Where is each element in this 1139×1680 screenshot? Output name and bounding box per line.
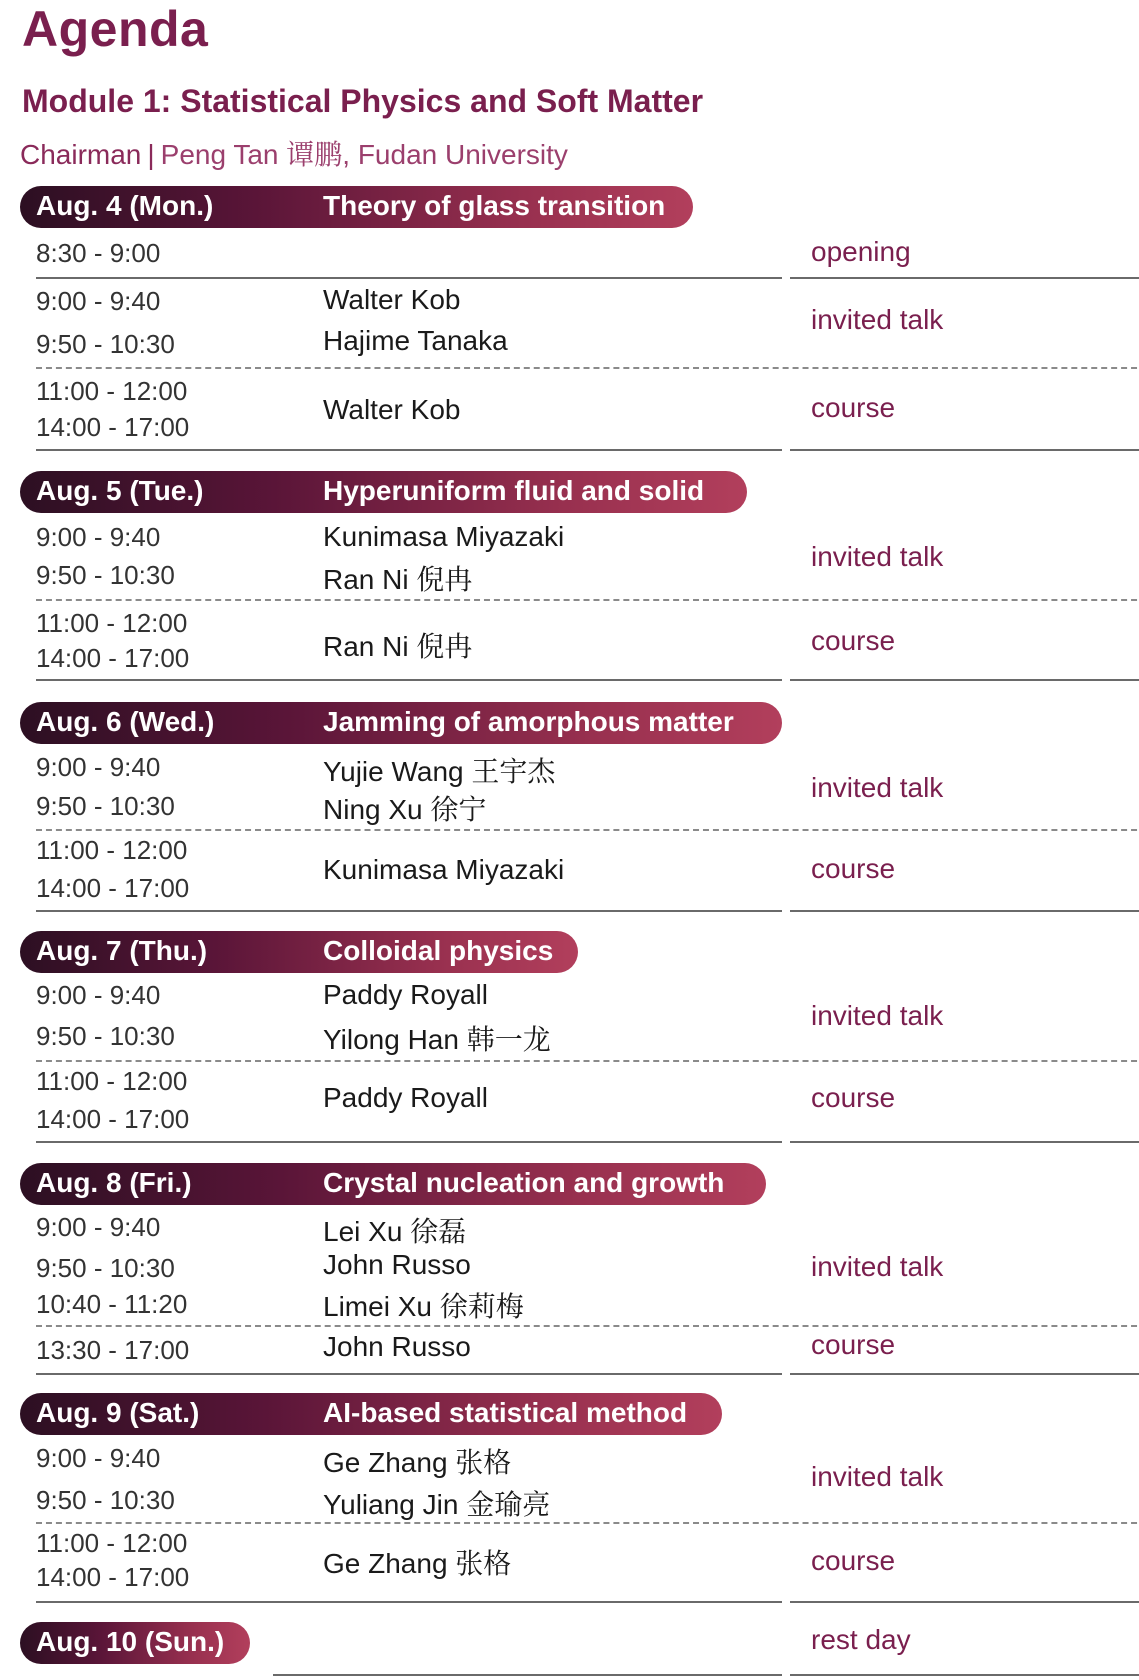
day-topic: Crystal nucleation and growth bbox=[323, 1167, 725, 1198]
speaker-name: Ning Xu 徐宁 bbox=[323, 794, 487, 825]
day-topic: Theory of glass transition bbox=[323, 190, 666, 221]
row-divider bbox=[36, 449, 1139, 451]
session-type: invited talk bbox=[811, 1000, 944, 1031]
divider-gap bbox=[782, 676, 790, 682]
day-block bbox=[20, 186, 1120, 451]
day-banner bbox=[20, 1163, 766, 1205]
divider-gap bbox=[782, 446, 790, 452]
row-divider-dashed bbox=[36, 367, 1139, 369]
day-block bbox=[20, 1622, 1120, 1680]
session-time: 9:00 - 9:40 bbox=[36, 980, 161, 1010]
chairman-separator: | bbox=[147, 139, 155, 170]
session-time: 10:40 - 11:20 bbox=[36, 1289, 188, 1319]
session-time: 9:50 - 10:30 bbox=[36, 1021, 175, 1051]
speaker-name: Ge Zhang 张格 bbox=[323, 1447, 512, 1478]
day-topic: AI-based statistical method bbox=[323, 1397, 688, 1428]
session-time: 14:00 - 17:00 bbox=[36, 1562, 190, 1592]
chairman-name: Peng Tan 谭鹏, Fudan University bbox=[160, 139, 568, 170]
session-type: invited talk bbox=[811, 1251, 944, 1282]
day-date: Aug. 5 (Tue.) bbox=[36, 475, 204, 506]
row-divider-dashed bbox=[36, 1325, 1139, 1327]
session-time: 14:00 - 17:00 bbox=[36, 1104, 190, 1134]
session-time: 13:30 - 17:00 bbox=[36, 1335, 190, 1365]
day-block bbox=[20, 471, 1120, 686]
day-banner bbox=[20, 471, 747, 513]
module-title: Module 1: Statistical Physics and Soft Matter bbox=[22, 83, 704, 119]
chairman-line bbox=[20, 133, 568, 173]
divider-gap bbox=[782, 1370, 790, 1376]
row-divider bbox=[36, 1601, 1139, 1603]
speaker-name: Lei Xu 徐磊 bbox=[323, 1216, 467, 1247]
speaker-name: Ran Ni 倪冉 bbox=[323, 564, 473, 595]
day-block bbox=[20, 1393, 1120, 1608]
speaker-name: Walter Kob bbox=[323, 284, 461, 315]
speaker-name: Paddy Royall bbox=[323, 1082, 488, 1113]
day-date: Aug. 7 (Thu.) bbox=[36, 935, 208, 966]
session-type: course bbox=[811, 1329, 896, 1360]
divider-gap bbox=[782, 1598, 790, 1604]
session-time: 9:00 - 9:40 bbox=[36, 286, 161, 316]
row-divider bbox=[36, 910, 1139, 912]
session-time: 9:50 - 10:30 bbox=[36, 791, 175, 821]
speaker-name: Hajime Tanaka bbox=[323, 325, 508, 356]
day-date: Aug. 6 (Wed.) bbox=[36, 706, 215, 737]
speaker-name: Walter Kob bbox=[323, 394, 461, 425]
divider-gap bbox=[782, 1671, 790, 1677]
day-date: Aug. 9 (Sat.) bbox=[36, 1397, 200, 1428]
session-type: course bbox=[811, 1082, 896, 1113]
speaker-name: Yilong Han 韩一龙 bbox=[323, 1024, 551, 1055]
page-title: Agenda bbox=[22, 1, 209, 57]
session-time: 11:00 - 12:00 bbox=[36, 1066, 188, 1096]
session-type: invited talk bbox=[811, 772, 944, 803]
session-time: 9:50 - 10:30 bbox=[36, 1485, 175, 1515]
session-time: 11:00 - 12:00 bbox=[36, 1528, 188, 1558]
session-time: 14:00 - 17:00 bbox=[36, 412, 190, 442]
row-divider bbox=[273, 1674, 1139, 1676]
row-divider bbox=[36, 1373, 1139, 1375]
day-block bbox=[20, 1163, 1120, 1378]
row-divider-dashed bbox=[36, 1060, 1139, 1062]
day-block bbox=[20, 931, 1120, 1146]
speaker-name: Paddy Royall bbox=[323, 979, 488, 1010]
session-type: invited talk bbox=[811, 304, 944, 335]
day-date: Aug. 4 (Mon.) bbox=[36, 190, 214, 221]
session-time: 9:50 - 10:30 bbox=[36, 560, 175, 590]
speaker-name: Ran Ni 倪冉 bbox=[323, 631, 473, 662]
day-banner bbox=[20, 931, 578, 973]
session-type: opening bbox=[811, 236, 911, 267]
row-divider-dashed bbox=[36, 829, 1139, 831]
session-time: 9:00 - 9:40 bbox=[36, 752, 161, 782]
session-type: invited talk bbox=[811, 541, 944, 572]
speaker-name: John Russo bbox=[323, 1331, 471, 1362]
session-time: 9:50 - 10:30 bbox=[36, 1253, 175, 1283]
row-divider bbox=[36, 1141, 1139, 1143]
session-time: 14:00 - 17:00 bbox=[36, 643, 190, 673]
session-time: 8:30 - 9:00 bbox=[36, 238, 161, 268]
speaker-name: Ge Zhang 张格 bbox=[323, 1548, 512, 1579]
session-type: course bbox=[811, 1545, 896, 1576]
session-time: 9:00 - 9:40 bbox=[36, 1212, 161, 1242]
row-divider-dashed bbox=[36, 599, 1139, 601]
day-topic: Jamming of amorphous matter bbox=[323, 706, 734, 737]
row-divider bbox=[36, 679, 1139, 681]
session-time: 11:00 - 12:00 bbox=[36, 608, 188, 638]
speaker-name: Yujie Wang 王宇杰 bbox=[323, 756, 556, 787]
chairman-label: Chairman bbox=[20, 139, 142, 170]
speaker-name: Kunimasa Miyazaki bbox=[323, 521, 565, 552]
session-type: invited talk bbox=[811, 1461, 944, 1492]
day-banner bbox=[20, 1393, 722, 1435]
day-banner bbox=[20, 702, 782, 744]
day-banner bbox=[20, 1622, 250, 1664]
day-topic: Colloidal physics bbox=[323, 935, 554, 966]
day-topic: Hyperuniform fluid and solid bbox=[323, 475, 705, 506]
session-time: 9:00 - 9:40 bbox=[36, 522, 161, 552]
session-time: 9:50 - 10:30 bbox=[36, 329, 175, 359]
speaker-name: Kunimasa Miyazaki bbox=[323, 854, 565, 885]
session-type: course bbox=[811, 625, 896, 656]
divider-gap bbox=[782, 1138, 790, 1144]
session-type: rest day bbox=[811, 1624, 911, 1655]
row-divider-dashed bbox=[36, 1522, 1139, 1524]
session-time: 11:00 - 12:00 bbox=[36, 376, 188, 406]
divider-gap bbox=[782, 907, 790, 913]
day-banner bbox=[20, 186, 693, 228]
session-type: course bbox=[811, 392, 896, 423]
session-time: 14:00 - 17:00 bbox=[36, 873, 190, 903]
row-divider bbox=[36, 277, 1139, 279]
day-block bbox=[20, 702, 1120, 917]
session-type: course bbox=[811, 853, 896, 884]
day-date: Aug. 8 (Fri.) bbox=[36, 1167, 192, 1198]
divider-gap bbox=[782, 274, 790, 280]
session-time: 9:00 - 9:40 bbox=[36, 1443, 161, 1473]
speaker-name: Yuliang Jin 金瑜亮 bbox=[323, 1489, 551, 1520]
speaker-name: Limei Xu 徐莉梅 bbox=[323, 1291, 524, 1322]
speaker-name: John Russo bbox=[323, 1249, 471, 1280]
day-date: Aug. 10 (Sun.) bbox=[36, 1626, 225, 1657]
session-time: 11:00 - 12:00 bbox=[36, 835, 188, 865]
